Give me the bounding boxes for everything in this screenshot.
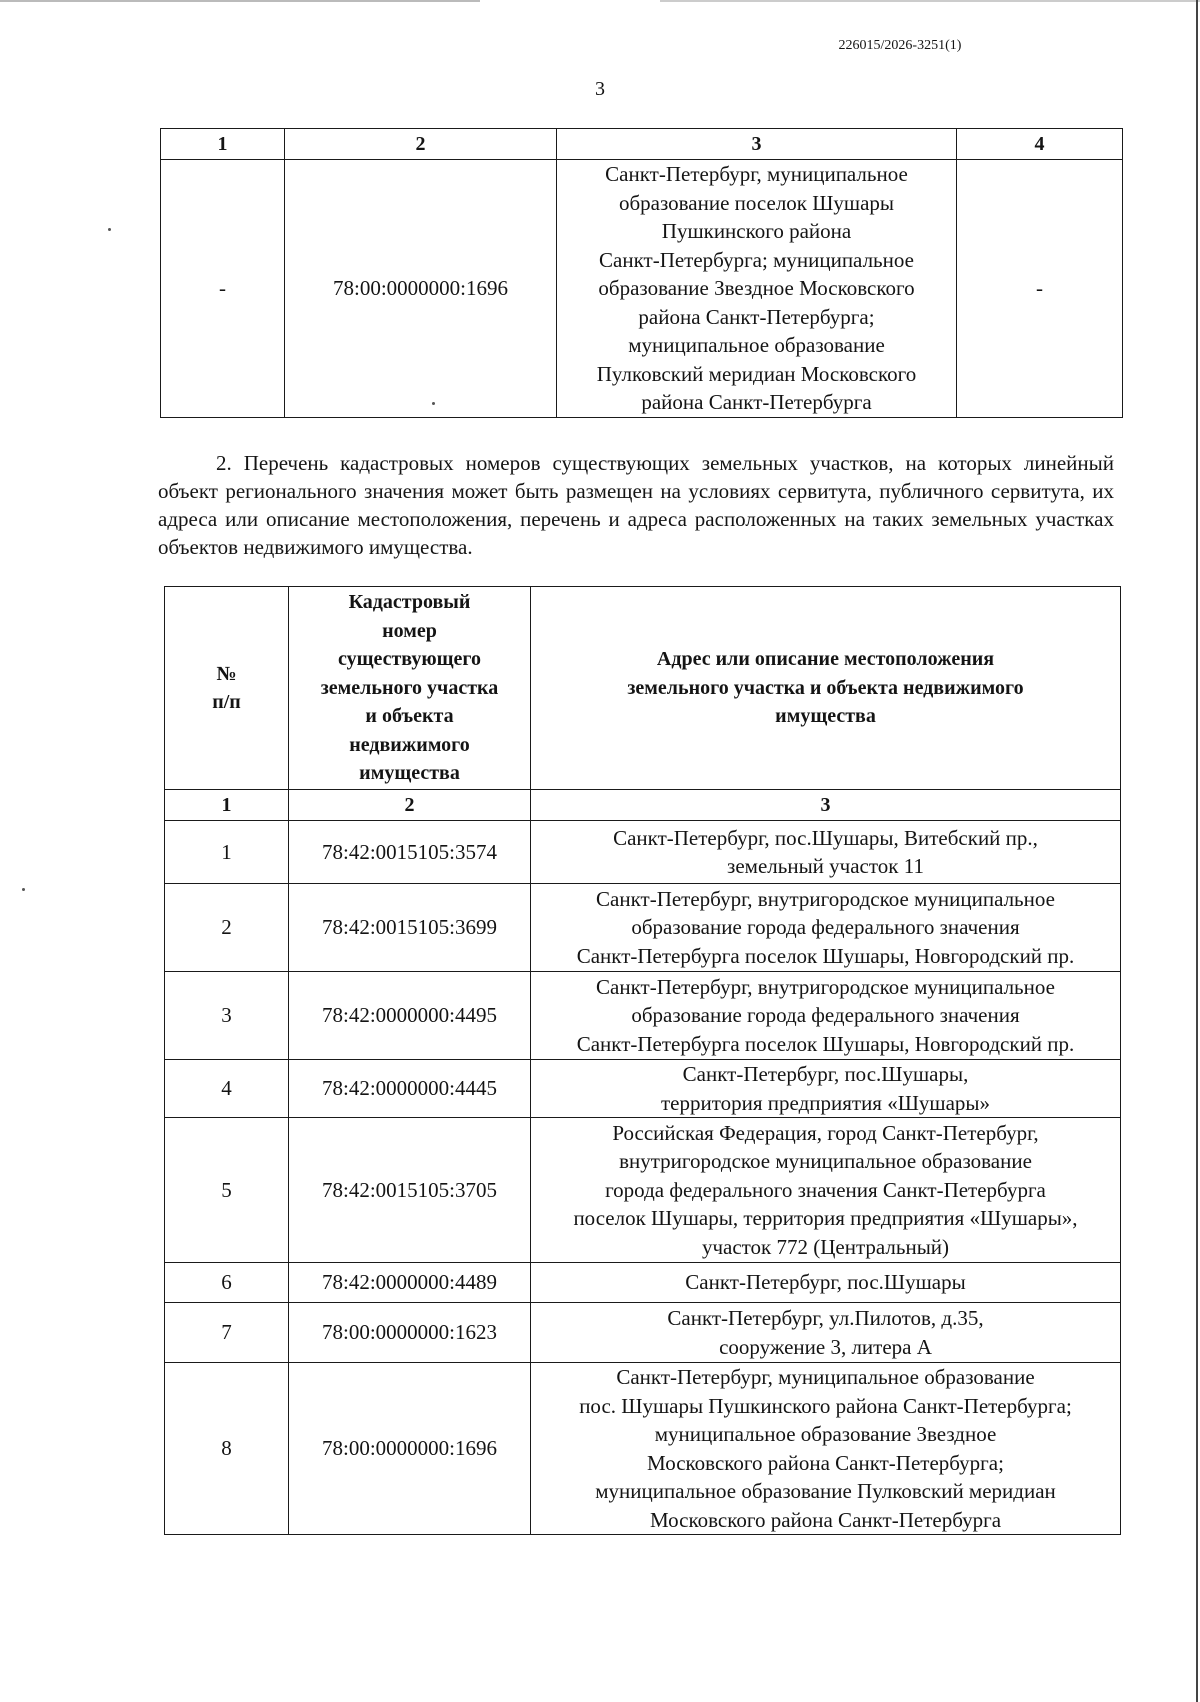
table-row (165, 884, 1121, 972)
cadastral-number: 78:42:0015105:3574 (289, 821, 531, 884)
page-number: 3 (595, 78, 605, 100)
address-line: Санкт-Петербурга поселок Шушары, Новгородский пр. (576, 1031, 1075, 1056)
header-cadastral (289, 587, 531, 790)
header-line: номер (382, 619, 437, 642)
header-line: и объекта (365, 705, 454, 728)
cadastral-number: 78:42:0000000:4445 (289, 1060, 531, 1118)
address-cell (531, 821, 1121, 884)
column-number: 4 (957, 129, 1123, 160)
section-paragraph: 2. Перечень кадастровых номеров существующих земельных участков, на которых линейный объект регионального значения может быть размещен на условиях сервитута, публичного сервитута, их адреса или описание местоположения, перечень и адреса расположенных на таких земельных участках объектов недвижимого имущества. (158, 451, 1114, 559)
scan-speck (22, 888, 25, 891)
header-line: имущества (359, 762, 460, 785)
row-number: 6 (165, 1263, 289, 1303)
header-line: № (216, 662, 237, 685)
row-number: 5 (165, 1118, 289, 1263)
address-line: муниципальное образование (628, 333, 885, 358)
table-row (165, 1303, 1121, 1363)
address-line: образование Звездное Московского (598, 276, 915, 301)
header-line: земельного участка и объекта недвижимого (627, 676, 1024, 699)
header-number (165, 587, 289, 790)
row-number: 4 (165, 1060, 289, 1118)
cadastral-number: 78:42:0015105:3705 (289, 1118, 531, 1263)
address-cell (531, 884, 1121, 972)
address-line: Санкт-Петербург, пос.Шушары (685, 1270, 966, 1295)
address-line: сооружение 3, литера А (719, 1334, 932, 1359)
address-line: образование города федерального значения (631, 915, 1020, 940)
registration-number: 226015/2026-3251(1) (838, 38, 962, 53)
row-number: 7 (165, 1303, 289, 1363)
address-line: Санкт-Петербурга; муниципальное (599, 247, 914, 272)
column-number: 1 (165, 790, 289, 821)
header-line: земельного участка (320, 676, 499, 699)
address-line: района Санкт-Петербурга; (638, 304, 875, 329)
row-dash: - (957, 160, 1123, 418)
address-line: образование поселок Шушары (618, 190, 895, 215)
column-number-row (161, 129, 1123, 160)
table-row (165, 1363, 1121, 1535)
address-cell (531, 1303, 1121, 1363)
address-cell (531, 1060, 1121, 1118)
cadastral-number: 78:42:0015105:3699 (289, 884, 531, 972)
row-dash: - (161, 160, 285, 418)
table-row (165, 1263, 1121, 1303)
address-line: территория предприятия «Шушары» (661, 1090, 990, 1115)
address-cell (531, 972, 1121, 1060)
continuation-table (160, 128, 1123, 418)
row-number: 3 (165, 972, 289, 1060)
column-number: 3 (557, 129, 957, 160)
address-line: Российская Федерация, город Санкт-Петербург, (612, 1120, 1039, 1145)
header-line: п/п (212, 691, 241, 713)
address-line: пос. Шушары Пушкинского района Санкт-Петербурга; (579, 1393, 1072, 1418)
address-line: образование города федерального значения (631, 1003, 1020, 1028)
header-row (165, 587, 1121, 790)
table-row (161, 160, 1123, 418)
table-row (165, 972, 1121, 1060)
address-cell (531, 1363, 1121, 1535)
servitude-parcels-table (164, 586, 1121, 1535)
address-line: Санкт-Петербург, пос.Шушары, (682, 1062, 969, 1086)
address-line: Санкт-Петербург, муниципальное (605, 162, 908, 187)
header-line: Кадастровый (348, 591, 471, 614)
address-cell (557, 160, 957, 418)
cadastral-number: 78:42:0000000:4489 (289, 1263, 531, 1303)
address-line: Санкт-Петербург, муниципальное образование (616, 1365, 1035, 1389)
header-line: недвижимого (349, 733, 470, 756)
address-line: района Санкт-Петербурга (641, 390, 872, 415)
cadastral-number: 78:00:0000000:1696 (289, 1363, 531, 1535)
address-line: города федерального значения Санкт-Петербурга (605, 1177, 1046, 1202)
column-number: 2 (289, 790, 531, 821)
column-number-row (165, 790, 1121, 821)
scan-speck (108, 228, 111, 231)
address-line: Санкт-Петербург, внутригородское муниципальное (596, 974, 1055, 999)
table-row (165, 1060, 1121, 1118)
address-line: Московского района Санкт-Петербурга; (647, 1450, 1004, 1475)
address-line: Санкт-Петербург, ул.Пилотов, д.35, (667, 1306, 984, 1330)
address-line: поселок Шушары, территория предприятия «Шушары», (573, 1206, 1078, 1231)
address-line: Пулковский меридиан Московского (596, 361, 917, 386)
cadastral-number: 78:00:0000000:1696 (285, 160, 557, 418)
address-line: Санкт-Петербург, пос.Шушары, Витебский пр., (613, 825, 1038, 850)
address-line: Пушкинского района (661, 219, 852, 244)
row-number: 2 (165, 884, 289, 972)
cadastral-number: 78:42:0000000:4495 (289, 972, 531, 1060)
cadastral-number: 78:00:0000000:1623 (289, 1303, 531, 1363)
address-line: Санкт-Петербурга поселок Шушары, Новгородский пр. (576, 943, 1075, 968)
table-row (165, 1118, 1121, 1263)
address-line: муниципальное образование Звездное (654, 1422, 997, 1446)
header-line: существующего (337, 648, 482, 671)
header-line: имущества (775, 705, 876, 728)
row-number: 8 (165, 1363, 289, 1535)
address-line: Московского района Санкт-Петербурга (649, 1507, 1002, 1532)
address-line: внутригородское муниципальное образование (619, 1149, 1032, 1174)
column-number: 2 (285, 129, 557, 160)
address-cell (531, 1118, 1121, 1263)
column-number: 3 (531, 790, 1121, 821)
address-line: муниципальное образование Пулковский меридиан (595, 1479, 1056, 1503)
address-cell (531, 1263, 1121, 1303)
header-line: Адрес или описание местоположения (656, 648, 995, 671)
row-number: 1 (165, 821, 289, 884)
scan-top-edge (0, 0, 1200, 2)
scan-right-edge (1196, 0, 1198, 1702)
table-row (165, 821, 1121, 884)
address-line: участок 772 (Центральный) (701, 1234, 950, 1259)
address-line: Санкт-Петербург, внутригородское муниципальное (596, 886, 1055, 911)
header-address (531, 587, 1121, 790)
column-number: 1 (161, 129, 285, 160)
address-line: земельный участок 11 (727, 854, 924, 878)
